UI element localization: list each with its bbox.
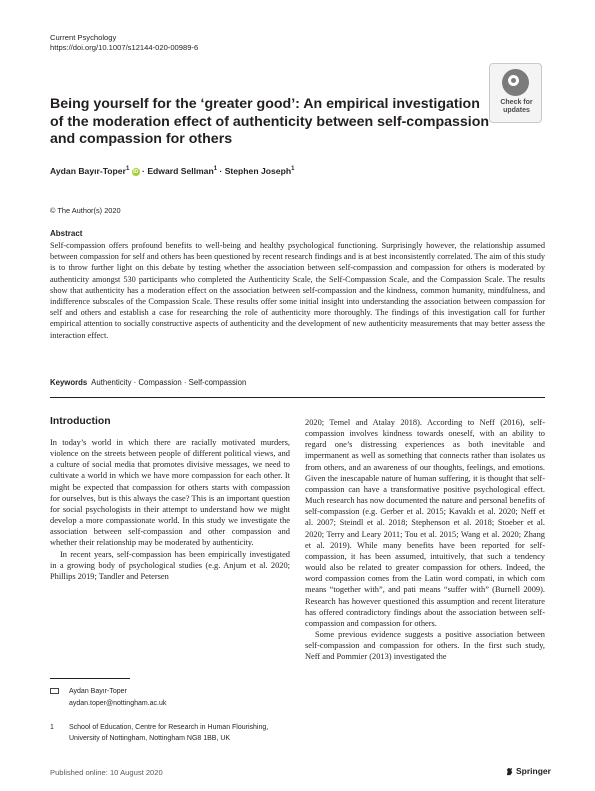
introduction-heading: Introduction [50,416,111,427]
section-divider [50,397,545,398]
paragraph: 2020; Temel and Atalay 2018). According to Neff (2016), self-compassion involves kindness towards oneself, with an ability to regard one’s distressing experiences as both inevitable and impermanent as well as something that connects rather than isolates us from others, and an awareness of our thoughts, feelings, and emotions. Given the inescapable nature of human suffering, it is thought that self-compassion can have a transformative positive psychological effect. Much research has now documented the nature and personal benefits of self-compassion (e.g. Gerber et al. 2015; Kavaklı et al. 2020; Neff et al. 2007; Steindl et al. 2018; Stephenson et al. 2018; Stoeber et al. 2020; Terry and Leary 2011; Tou et al. 2015; Wang et al. 2020; Zhang et al. 2019). While many benefits have been reported for self-compassion, it has been assumed, intuitively, that such a tendency would also be related to greater compassion for others. Indeed, the word compassion comes from the Latin word compati, in which com means “together with”, and pati means “suffer with” (Burnell 2009). Research has however questioned this assumption and recent literature has offered contradictory findings about the association between self-compassion and compassion for others. [305,418,545,628]
left-column [50,437,290,582]
author-name[interactable]: Stephen Joseph [224,166,292,176]
keywords-label: Keywords [50,378,88,387]
affiliation [50,722,268,744]
author-name[interactable]: Edward Sellman [147,166,214,176]
paragraph: In recent years, self-compassion has been empirically investigated in a growing body of psychological studies (e.g. Anjum et al. 2020; Phillips 2019; Tandler and Petersen [50,549,290,581]
right-column [305,417,545,662]
article-title: Being yourself for the ‘greater good’: An empirical investigation of the moderation effect of authenticity between self-compassion and compassion for others [50,96,490,147]
crossmark-icon [502,69,529,96]
copyright-notice: © The Author(s) 2020 [50,206,121,215]
orcid-icon[interactable]: iD [133,168,139,175]
contact-name: Aydan Bayır-Toper [69,688,127,695]
footnote-divider [50,678,130,679]
badge-line1: Check for [500,99,533,106]
journal-name: Current Psychology [50,33,117,42]
journal-header [50,33,198,53]
author-name[interactable]: Aydan Bayır-Toper [50,166,126,176]
check-for-updates-badge[interactable] [489,63,542,123]
keywords-list: Authenticity · Compassion · Self-compassion [91,378,247,387]
affiliation-line: School of Education, Centre for Research in Human Flourishing, [69,724,269,731]
publisher-logo [505,766,551,776]
affiliation-line: University of Nottingham, Nottingham NG8 1BB, UK [69,735,231,742]
abstract-text: Self-compassion offers profound benefits to well-being and healthy psychological functioning. Surprisingly however, the relationship assumed between compassion for self and others has been questioned by recent research findings and is at best inconsistently correlated. The aim of this study is to throw further light on this debate by testing whether the association between self-compassion and compassion for others is moderated by authenticity amongst 530 participants who completed the Authenticity Scale, the Self-Compassion Scale, and the Compassion Scale. The results show that authenticity has a moderation effect on the association between self-compassion and the kindness, common humanity, mindfulness, and indifference subscales of the Compassion Scale. These results offer some initial insight into understanding the association between compassion for self and others and establish a case for researching the role of authenticity more thoroughly. The findings of this investigation call for further empirical attention to socially constructive aspects of authenticity and the development of new authenticity measurements that may better assess the interaction effect. [50,241,545,340]
paragraph: Some previous evidence suggests a positive association between self-compassion and compassion for others. In the first such study, Neff and Pommier (2013) investigated the [305,629,545,662]
contact-email[interactable]: aydan.toper@nottingham.ac.uk [69,699,167,707]
doi-link[interactable]: https://doi.org/10.1007/s12144-020-00989-6 [50,43,199,52]
published-date: Published online: 10 August 2020 [50,768,163,777]
corresponding-author [50,686,166,709]
badge-line2: updates [503,107,530,114]
publisher-name: Springer [516,766,551,776]
paragraph: In today’s world in which there are racially motivated murders, violence on the streets between people of different political views, and a culture of social media that promotes divisive messages, we need to cultivate a world in which we have more compassion for each other. It might be expected that compassion for others starts with compassion for ourselves, but is this always the case? This is an important question for social psychologists in their attempt to understand how we might develop a more compassionate world. In this study we investigate the association between self-compassion and other compassion and whether their relationship may be moderated by authenticity. [50,438,290,548]
abstract-heading: Abstract [50,229,83,238]
springer-horse-icon [505,767,514,776]
envelope-icon [50,688,59,694]
keywords [50,378,246,387]
author-list: Aydan Bayır-Toper$^1$ iD · Edward Sellman$^1$ · Stephen Joseph$^1$ [50,166,295,176]
affiliation-number: 1 [50,724,54,731]
